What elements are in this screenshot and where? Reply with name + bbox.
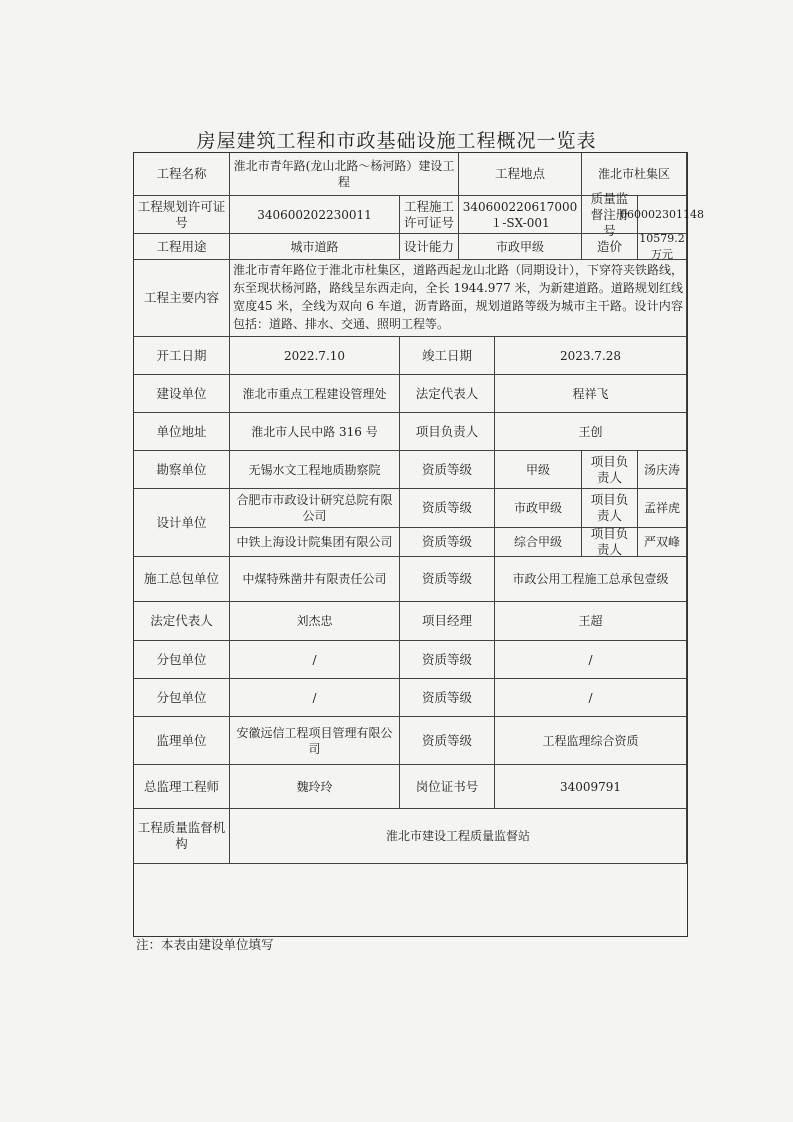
value-project-name: 淮北市青年路(龙山北路～杨河路）建设工程 [230,153,459,196]
value-subcontractor-1: / [230,641,400,679]
label-start-date: 开工日期 [134,337,230,375]
value-usage: 城市道路 [230,234,400,260]
overview-table [133,152,704,937]
footnote: 注：本表由建设单位填写 [136,937,274,952]
value-supervision-qual: 工程监理综合资质 [495,717,687,765]
label-design-unit: 设计单位 [134,489,230,557]
value-chief-supervisor: 魏玲玲 [230,765,400,809]
label-planning-permit: 工程规划许可证号 [134,196,230,234]
label-survey-qual: 资质等级 [400,451,495,489]
label-legal-rep: 法定代表人 [400,375,495,413]
value-project-manager: 王超 [495,602,687,641]
value-cost: 10579.2 万元 [638,234,687,260]
label-supervision-unit: 监理单位 [134,717,230,765]
value-builder: 淮北市重点工程建设管理处 [230,375,400,413]
label-end-date: 竣工日期 [400,337,495,375]
value-design-leader-1: 孟祥虎 [638,489,687,528]
value-sub2-qual: / [495,679,687,717]
value-post-cert: 34009791 [495,765,687,809]
label-survey-unit: 勘察单位 [134,451,230,489]
label-sub2-qual: 资质等级 [400,679,495,717]
label-quality-agency: 工程质量监督机构 [134,809,230,864]
label-construction-permit: 工程施工许可证号 [400,196,459,234]
label-project-manager: 项目经理 [400,602,495,641]
label-quality-reg: 质量监督注册号 [582,196,638,234]
value-design-qual-1: 市政甲级 [495,489,582,528]
value-main-content: 淮北市青年路位于淮北市杜集区，道路西起龙山北路（同期设计），下穿符夹铁路线，东至现状杨河路，路线呈东西走向，全长 1944.977 米，为新建道路。道路规划红线宽度45 米，全线为双向 6 车道，沥青路面，规划道路等级为城市主干路。设计内容包括：道路、排水、交通、照明工程等。 [230,260,687,337]
value-contractor-legal-rep: 刘杰忠 [230,602,400,641]
label-main-content: 工程主要内容 [134,260,230,337]
label-subcontractor-2: 分包单位 [134,679,230,717]
label-post-cert: 岗位证书号 [400,765,495,809]
page-title: 房屋建筑工程和市政基础设施工程概况一览表 [196,130,597,152]
label-project-location: 工程地点 [459,153,582,196]
value-general-contractor: 中煤特殊凿井有限责任公司 [230,557,400,602]
label-chief-supervisor: 总监理工程师 [134,765,230,809]
value-project-leader: 王创 [495,413,687,451]
label-design-leader-2: 项目负责人 [582,528,638,557]
value-sub1-qual: / [495,641,687,679]
label-builder: 建设单位 [134,375,230,413]
value-survey-unit: 无锡水文工程地质勘察院 [230,451,400,489]
label-subcontractor-1: 分包单位 [134,641,230,679]
label-general-contractor: 施工总包单位 [134,557,230,602]
value-construction-permit: 340600220617000１-SX-001 [459,196,582,234]
value-project-location: 淮北市杜集区 [582,153,687,196]
label-contractor-qual: 资质等级 [400,557,495,602]
value-survey-qual: 甲级 [495,451,582,489]
label-contractor-legal-rep: 法定代表人 [134,602,230,641]
value-legal-rep: 程祥飞 [495,375,687,413]
value-supervision-unit: 安徽远信工程项目管理有限公司 [230,717,400,765]
label-supervision-qual: 资质等级 [400,717,495,765]
label-project-name: 工程名称 [134,153,230,196]
value-start-date: 2022.7.10 [230,337,400,375]
value-quality-agency: 淮北市建设工程质量监督站 [230,809,687,864]
label-cost: 造价 [582,234,638,260]
label-capacity: 设计能力 [400,234,459,260]
value-design-unit-2: 中铁上海设计院集团有限公司 [230,528,400,557]
value-capacity: 市政甲级 [459,234,582,260]
label-design-qual-1: 资质等级 [400,489,495,528]
label-survey-leader: 项目负责人 [582,451,638,489]
value-design-leader-2: 严双峰 [638,528,687,557]
label-usage: 工程用途 [134,234,230,260]
value-unit-address: 淮北市人民中路 316 号 [230,413,400,451]
value-quality-reg: 060002301148 [638,196,687,234]
label-design-leader-1: 项目负责人 [582,489,638,528]
value-contractor-qual: 市政公用工程施工总承包壹级 [495,557,687,602]
value-planning-permit: 340600202230011 [230,196,400,234]
value-design-qual-2: 综合甲级 [495,528,582,557]
label-design-qual-2: 资质等级 [400,528,495,557]
value-subcontractor-2: / [230,679,400,717]
label-sub1-qual: 资质等级 [400,641,495,679]
value-survey-leader: 汤庆涛 [638,451,687,489]
value-design-unit-1: 合肥市市政设计研究总院有限公司 [230,489,400,528]
value-end-date: 2023.7.28 [495,337,687,375]
label-project-leader: 项目负责人 [400,413,495,451]
label-unit-address: 单位地址 [134,413,230,451]
